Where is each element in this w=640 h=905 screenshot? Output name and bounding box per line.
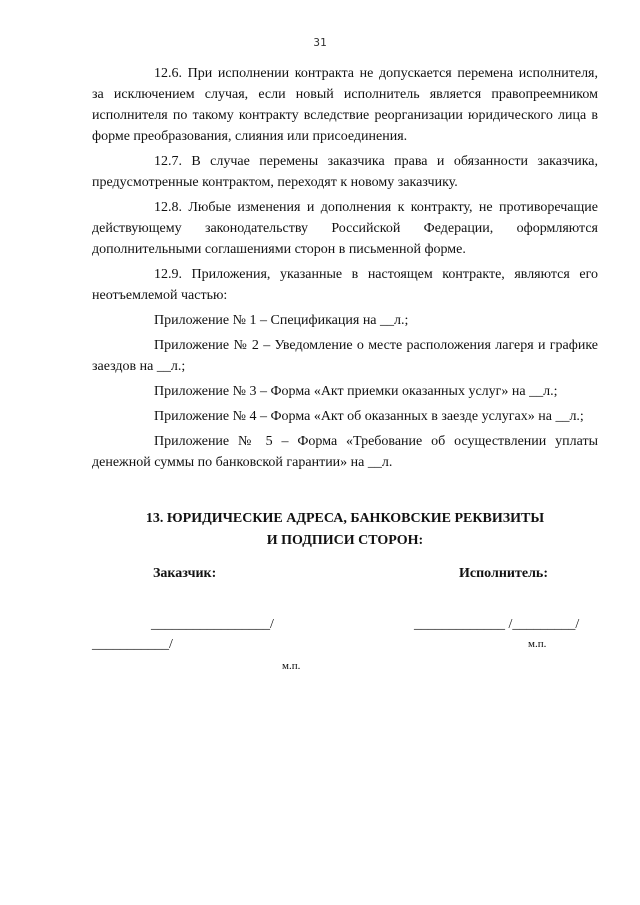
customer-stamp-label: м.п.: [282, 660, 301, 672]
section-heading-line-2: И ПОДПИСИ СТОРОН:: [266, 533, 424, 548]
paragraph-12-8: 12.8. Любые изменения и дополнения к контракту, не противоречащие действующему законодательству Российской Федерации, оформляются дополнительными соглашениями сторон в письменной форме.: [92, 200, 598, 257]
contractor-stamp-label: м.п.: [528, 638, 547, 650]
customer-signature-name-line: ___________/: [92, 637, 173, 652]
paragraph-12-6: 12.6. При исполнении контракта не допускается перемена исполнителя, за исключением случая, если новый исполнитель является правопреемником исполнителя по такому контракту вследствие реорганизации юридического лица в форме преобразования, слияния или присоединения.: [92, 66, 598, 144]
customer-signature-line: _________________/: [151, 617, 274, 632]
page-number: 31: [313, 36, 327, 49]
contractor-signature-line: _____________ /_________/: [414, 617, 580, 632]
appendix-5: Приложение № 5 – Форма «Требование об осуществлении уплаты денежной суммы по банковской гарантии» на __л.: [92, 434, 598, 470]
document-body: [92, 63, 598, 477]
appendix-2: Приложение № 2 – Уведомление о месте расположения лагеря и графике заездов на __л.;: [92, 338, 598, 374]
section-13-heading: [92, 508, 598, 552]
appendix-3: Приложение № 3 – Форма «Акт приемки оказанных услуг» на __л.;: [154, 384, 558, 399]
appendix-1: Приложение № 1 – Спецификация на __л.;: [154, 313, 409, 328]
contractor-label: Исполнитель:: [459, 566, 548, 581]
section-heading-line-1: 13. ЮРИДИЧЕСКИЕ АДРЕСА, БАНКОВСКИЕ РЕКВИЗИТЫ: [145, 511, 545, 526]
customer-label: Заказчик:: [153, 566, 217, 581]
appendix-4: Приложение № 4 – Форма «Акт об оказанных в заезде услугах» на __л.;: [154, 409, 584, 424]
paragraph-12-9: 12.9. Приложения, указанные в настоящем контракте, являются его неотъемлемой частью:: [92, 267, 598, 303]
paragraph-12-7: 12.7. В случае перемены заказчика права и обязанности заказчика, предусмотренные контрактом, переходят к новому заказчику.: [92, 154, 598, 190]
